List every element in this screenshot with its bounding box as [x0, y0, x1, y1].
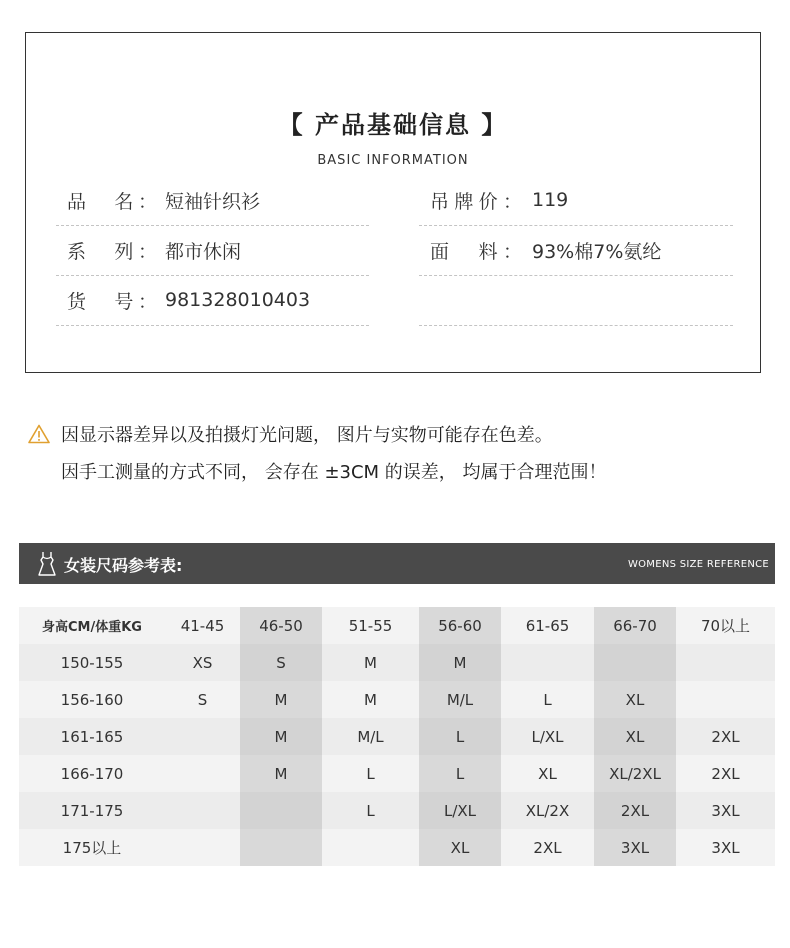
- field-empty: [419, 275, 733, 326]
- field-label: 货 号：: [67, 290, 157, 313]
- size-cell: 2XL: [676, 755, 775, 792]
- field-label: 品 名：: [67, 190, 157, 213]
- size-cell: M/L: [419, 681, 501, 718]
- row-height: 156-160: [19, 681, 165, 718]
- row-height: 166-170: [19, 755, 165, 792]
- size-cell: 2XL: [594, 792, 676, 829]
- field-fabric: [419, 225, 733, 276]
- column-header: 56-60: [419, 607, 501, 644]
- info-subtitle: BASIC INFORMATION: [317, 153, 469, 168]
- size-cell: M: [419, 644, 501, 681]
- column-header: 66-70: [594, 607, 676, 644]
- size-chart-header: [19, 543, 775, 584]
- size-cell: [594, 644, 676, 681]
- size-cell: [165, 792, 240, 829]
- size-cell: L: [419, 718, 501, 755]
- size-cell: 3XL: [676, 829, 775, 866]
- corner-label: 身高CM/体重KG: [19, 607, 165, 644]
- size-cell: [240, 829, 322, 866]
- size-cell: M: [240, 755, 322, 792]
- size-cell: M: [322, 681, 419, 718]
- size-cell: XL/2X: [501, 792, 594, 829]
- row-height: 175以上: [19, 829, 165, 866]
- size-cell: [165, 829, 240, 866]
- size-cell: L: [322, 792, 419, 829]
- size-cell: L/XL: [501, 718, 594, 755]
- row-height: 171-175: [19, 792, 165, 829]
- field-item-number: [56, 275, 369, 326]
- field-value: 都市休闲: [165, 240, 242, 263]
- size-chart-reference: WOMENS SIZE REFERENCE: [627, 559, 769, 570]
- size-cell: XL: [594, 718, 676, 755]
- size-cell: [676, 644, 775, 681]
- disclaimer-line-1: 因显示器差异以及拍摄灯光问题， 图片与实物可能存在色差。: [61, 425, 553, 446]
- field-series: [56, 225, 369, 276]
- dress-icon: [37, 551, 57, 577]
- size-cell: L: [419, 755, 501, 792]
- size-cell: XL/2XL: [594, 755, 676, 792]
- size-cell: [676, 681, 775, 718]
- field-label: 吊牌价：: [430, 190, 522, 213]
- size-cell: S: [165, 681, 240, 718]
- size-table: [19, 607, 775, 866]
- info-title: 【 产品基础信息 】: [278, 111, 508, 139]
- size-cell: L: [501, 681, 594, 718]
- size-cell: XL: [501, 755, 594, 792]
- size-cell: M: [240, 718, 322, 755]
- table-row: [19, 755, 775, 792]
- column-header: 51-55: [322, 607, 419, 644]
- field-product-name: [56, 175, 369, 226]
- size-cell: [240, 792, 322, 829]
- table-row: [19, 644, 775, 681]
- size-cell: 2XL: [676, 718, 775, 755]
- size-cell: [322, 829, 419, 866]
- row-height: 161-165: [19, 718, 165, 755]
- table-row: [19, 792, 775, 829]
- field-value: 短袖针织衫: [165, 190, 261, 213]
- table-row: [19, 681, 775, 718]
- column-header: 61-65: [501, 607, 594, 644]
- size-cell: [501, 644, 594, 681]
- size-cell: XL: [594, 681, 676, 718]
- size-cell: XL: [419, 829, 501, 866]
- size-cell: M/L: [322, 718, 419, 755]
- table-row: [19, 829, 775, 866]
- column-header: 41-45: [165, 607, 240, 644]
- field-label: 面 料：: [430, 240, 522, 263]
- table-header-row: [19, 607, 775, 644]
- size-cell: M: [240, 681, 322, 718]
- field-value: 93%棉7%氨纶: [532, 240, 662, 263]
- size-cell: S: [240, 644, 322, 681]
- size-chart-title: 女装尺码参考表:: [64, 556, 183, 575]
- size-cell: L: [322, 755, 419, 792]
- row-height: 150-155: [19, 644, 165, 681]
- size-cell: [165, 755, 240, 792]
- size-cell: M: [322, 644, 419, 681]
- size-cell: [165, 718, 240, 755]
- column-header: 46-50: [240, 607, 322, 644]
- disclaimer-line-2: 因手工测量的方式不同， 会存在 ±3CM 的误差， 均属于合理范围！: [61, 462, 607, 483]
- size-cell: L/XL: [419, 792, 501, 829]
- table-row: [19, 718, 775, 755]
- field-tag-price: [419, 175, 733, 226]
- field-label: 系 列：: [67, 240, 157, 263]
- size-cell: 3XL: [594, 829, 676, 866]
- column-header: 70以上: [676, 607, 775, 644]
- size-cell: 3XL: [676, 792, 775, 829]
- field-value: 119: [532, 189, 569, 211]
- size-cell: XS: [165, 644, 240, 681]
- field-value: 981328010403: [165, 289, 311, 311]
- size-cell: 2XL: [501, 829, 594, 866]
- warning-triangle-icon: [28, 424, 50, 444]
